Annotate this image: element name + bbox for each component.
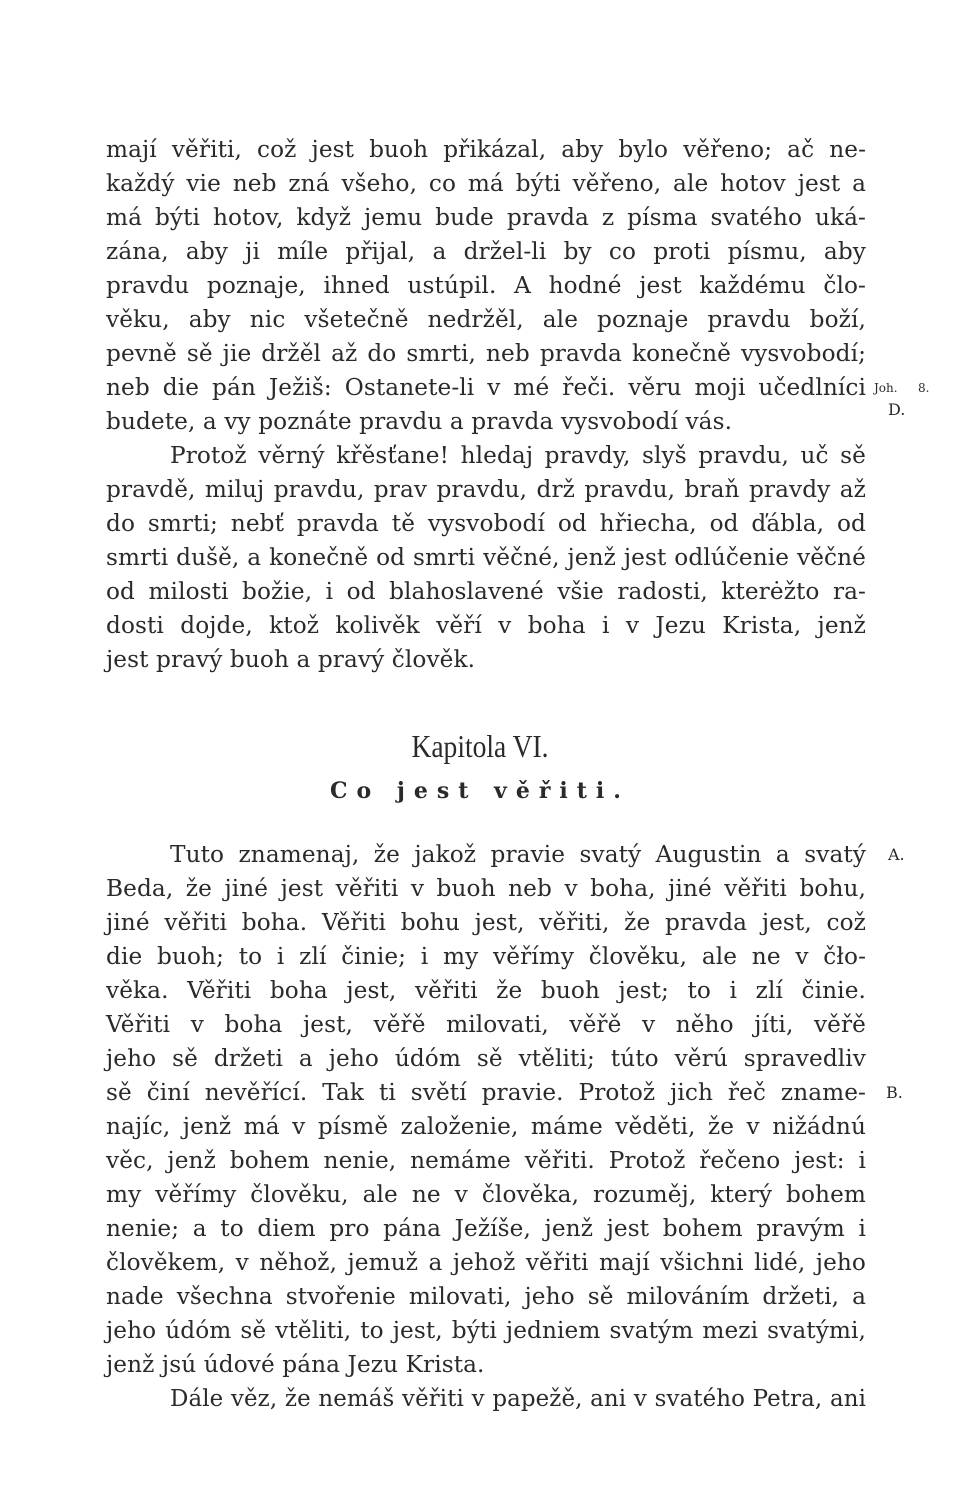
text-line: jest pravý buoh a pravý člověk. — [106, 646, 476, 673]
text-line: má býti hotov, když jemu bude pravda z písma svatého uká- — [106, 204, 866, 231]
text-line: člověkem, v něhož, jemuž a jehož věřiti mají všichni lidé, jeho — [106, 1249, 866, 1276]
text-line: jenž jsú údové pána Jezu Krista. — [106, 1351, 485, 1378]
text-line: sě činí nevěřící. Tak ti světí pravie. Protož jich řeč zname- — [106, 1079, 866, 1106]
text-line: do smrti; nebť pravda tě vysvobodí od hřiecha, od ďábla, od — [106, 510, 866, 537]
chapter-subtitle: Co jest věřiti. — [330, 778, 630, 804]
text-line: mají věřiti, což jest buoh přikázal, aby bylo věřeno; ač ne- — [106, 136, 866, 163]
text-line: Tuto znamenaj, že jakož pravie svatý Augustin a svatý — [170, 841, 866, 868]
chapter-title: Kapitola VI. — [411, 728, 549, 764]
text-line: zána, aby ji míle přijal, a držel-li by co proti písmu, aby — [106, 238, 866, 265]
text-line: nade všechna stvořenie milovati, jeho sě milováním držeti, a — [106, 1283, 866, 1310]
text-line: dosti dojde, ktož kolivěk věří v boha i v Jezu Krista, jenž — [106, 612, 866, 639]
text-line: pravdě, miluj pravdu, prav pravdu, drž pravdu, braň pravdy až — [106, 476, 866, 503]
text-line: Protož věrný křěsťane! hledaj pravdy, slyš pravdu, uč sě — [170, 442, 866, 469]
text-line: věka. Věřiti boha jest, věřiti že buoh jest; to i zlí činie. — [106, 977, 866, 1004]
text-line: Dále věz, že nemáš věřiti v papežě, ani v svatého Petra, ani — [170, 1386, 866, 1412]
text-line: nenie; a to diem pro pána Ježíše, jenž jest bohem pravým i — [106, 1215, 866, 1242]
text-line: najíc, jenž má v písmě založenie, máme věděti, že v nižádnú — [106, 1113, 866, 1140]
text-line: budete, a vy poznáte pravdu a pravda vysvobodí vás. — [106, 408, 733, 435]
text-line: každý vie neb zná všeho, co má býti věřeno, ale hotov jest a — [106, 170, 866, 197]
text-line: neb die pán Ježiš: Ostanete-li v mé řeči. věru moji učedlníci — [106, 374, 866, 401]
text-line: věku, aby nic všetečně nedržěl, ale poznaje pravdu boží, — [106, 306, 866, 333]
text-line: die buoh; to i zlí činie; i my věřímy člověku, ale ne v čło- — [106, 943, 866, 970]
text-line: smrti dušě, a konečně od smrti věčné, jenž jest odlúčenie věčné — [106, 544, 866, 571]
margin-note-joh: Joh. — [874, 381, 898, 395]
text-line: jeho sě držeti a jeho údóm sě vtěliti; túto věrú spravedliv — [106, 1045, 866, 1072]
text-line: pravdu poznaje, ihned ustúpil. A hodné jest každému člo- — [106, 272, 866, 299]
text-line: od milosti božie, i od blahoslavené všie radosti, kterėžto ra- — [106, 578, 866, 605]
text-line: Beda, že jiné jest věřiti v buoh neb v boha, jiné věřiti bohu, — [106, 875, 866, 902]
text-line: my věřímy člověku, ale ne v člověka, rozuměj, který bohem — [106, 1181, 866, 1208]
margin-note-a: A. — [888, 845, 905, 864]
text-line: věc, jenž bohem nenie, nemáme věřiti. Protož řečeno jest: i — [106, 1147, 866, 1174]
margin-note-b: B. — [886, 1083, 903, 1102]
text-line: jeho údóm sě vtěliti, to jest, býti jedniem svatým mezi svatými, — [106, 1317, 866, 1344]
text-line: pevně sě jie držěl až do smrti, neb pravda konečně vysvobodí; — [106, 340, 866, 367]
margin-note-joh-number: 8. — [918, 381, 930, 395]
text-line: Věřiti v boha jest, věřě milovati, věřě v něho jíti, věřě — [106, 1011, 866, 1038]
margin-note-d: D. — [888, 400, 906, 419]
text-line: jiné věřiti boha. Věřiti bohu jest, věřiti, že pravda jest, což — [106, 909, 866, 936]
